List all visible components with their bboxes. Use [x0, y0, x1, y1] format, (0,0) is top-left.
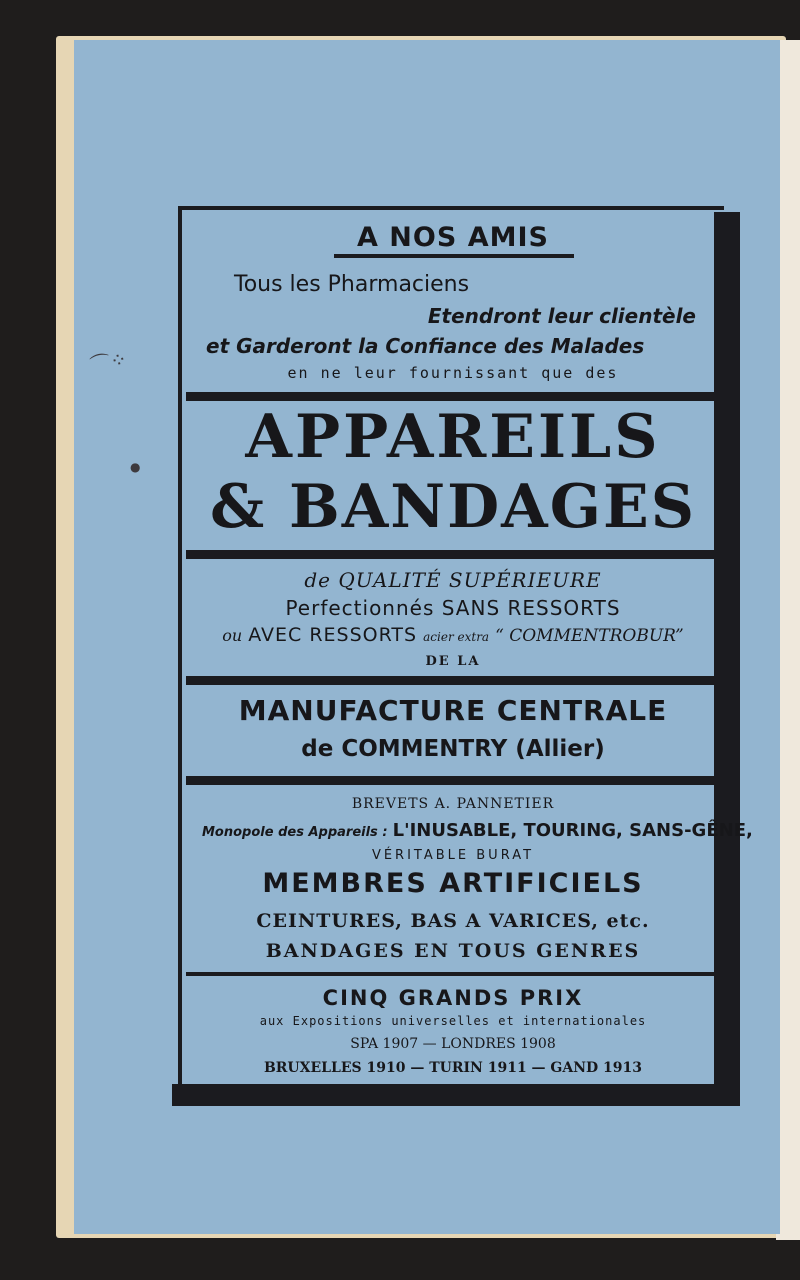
ink-dot-mark: ●	[130, 460, 141, 474]
heading-underline	[334, 254, 574, 258]
bandages-tous-genres: BANDAGES EN TOUS GENRES	[265, 940, 641, 962]
intro-line-pharmaciens: Tous les Pharmaciens	[234, 272, 470, 297]
heading-a-nos-amis: A NOS AMIS	[357, 222, 549, 253]
divider-rule	[186, 392, 724, 401]
patents-brevets: BREVETS A. PANNETIER	[351, 796, 555, 812]
patents-veritable-burat: VÉRITABLE BURAT	[371, 848, 535, 863]
monopole-items: L'INUSABLE, TOURING, SANS-GÊNE,	[392, 820, 753, 841]
awards-title: CINQ GRANDS PRIX	[322, 986, 584, 1010]
quality-ou-text: ou	[222, 626, 243, 645]
divider-rule	[186, 776, 724, 785]
quality-sans-ressorts: Perfectionnés SANS RESSORTS	[285, 596, 621, 620]
quality-acier-extra-text: acier extra	[423, 630, 490, 644]
manufacturer-location: de COMMENTRY (Allier)	[301, 736, 605, 762]
ink-smudge-mark: ⌒⁘	[88, 346, 130, 378]
patents-monopole	[202, 820, 753, 841]
awards-bruxelles-turin-gand: BRUXELLES 1910 — TURIN 1911 — GAND 1913	[263, 1060, 643, 1076]
intro-line-confiance: et Garderont la Confiance des Malades	[206, 334, 645, 358]
quality-avec-ressorts	[182, 624, 724, 646]
divider-rule	[186, 550, 724, 559]
intro-line-fournissant: en ne leur fournissant que des	[287, 364, 619, 382]
membres-artificiels: MEMBRES ARTIFICIELS	[262, 868, 644, 899]
quality-superieure: de QUALITÉ SUPÉRIEURE	[304, 568, 602, 592]
manufacturer-name: MANUFACTURE CENTRALE	[238, 694, 668, 727]
advertisement-frame	[178, 206, 753, 1092]
monopole-label: Monopole des Appareils :	[202, 825, 388, 840]
ceintures-bas-varices: CEINTURES, BAS A VARICES, etc.	[256, 910, 650, 932]
awards-subtitle: aux Expositions universelles et internationales	[259, 1014, 647, 1028]
divider-rule	[186, 676, 724, 685]
divider-rule-thin	[186, 972, 724, 976]
quality-commentrobur-text: “ COMMENTROBUR”	[495, 626, 684, 646]
product-appareils: APPAREILS	[245, 402, 661, 472]
awards-spa-londres: SPA 1907 — LONDRES 1908	[350, 1036, 556, 1052]
quality-avec-ressorts-text: AVEC RESSORTS	[248, 624, 418, 646]
quality-de-la: DE LA	[425, 654, 481, 669]
intro-line-clientele: Etendront leur clientèle	[427, 304, 696, 328]
product-bandages: & BANDAGES	[209, 472, 697, 542]
